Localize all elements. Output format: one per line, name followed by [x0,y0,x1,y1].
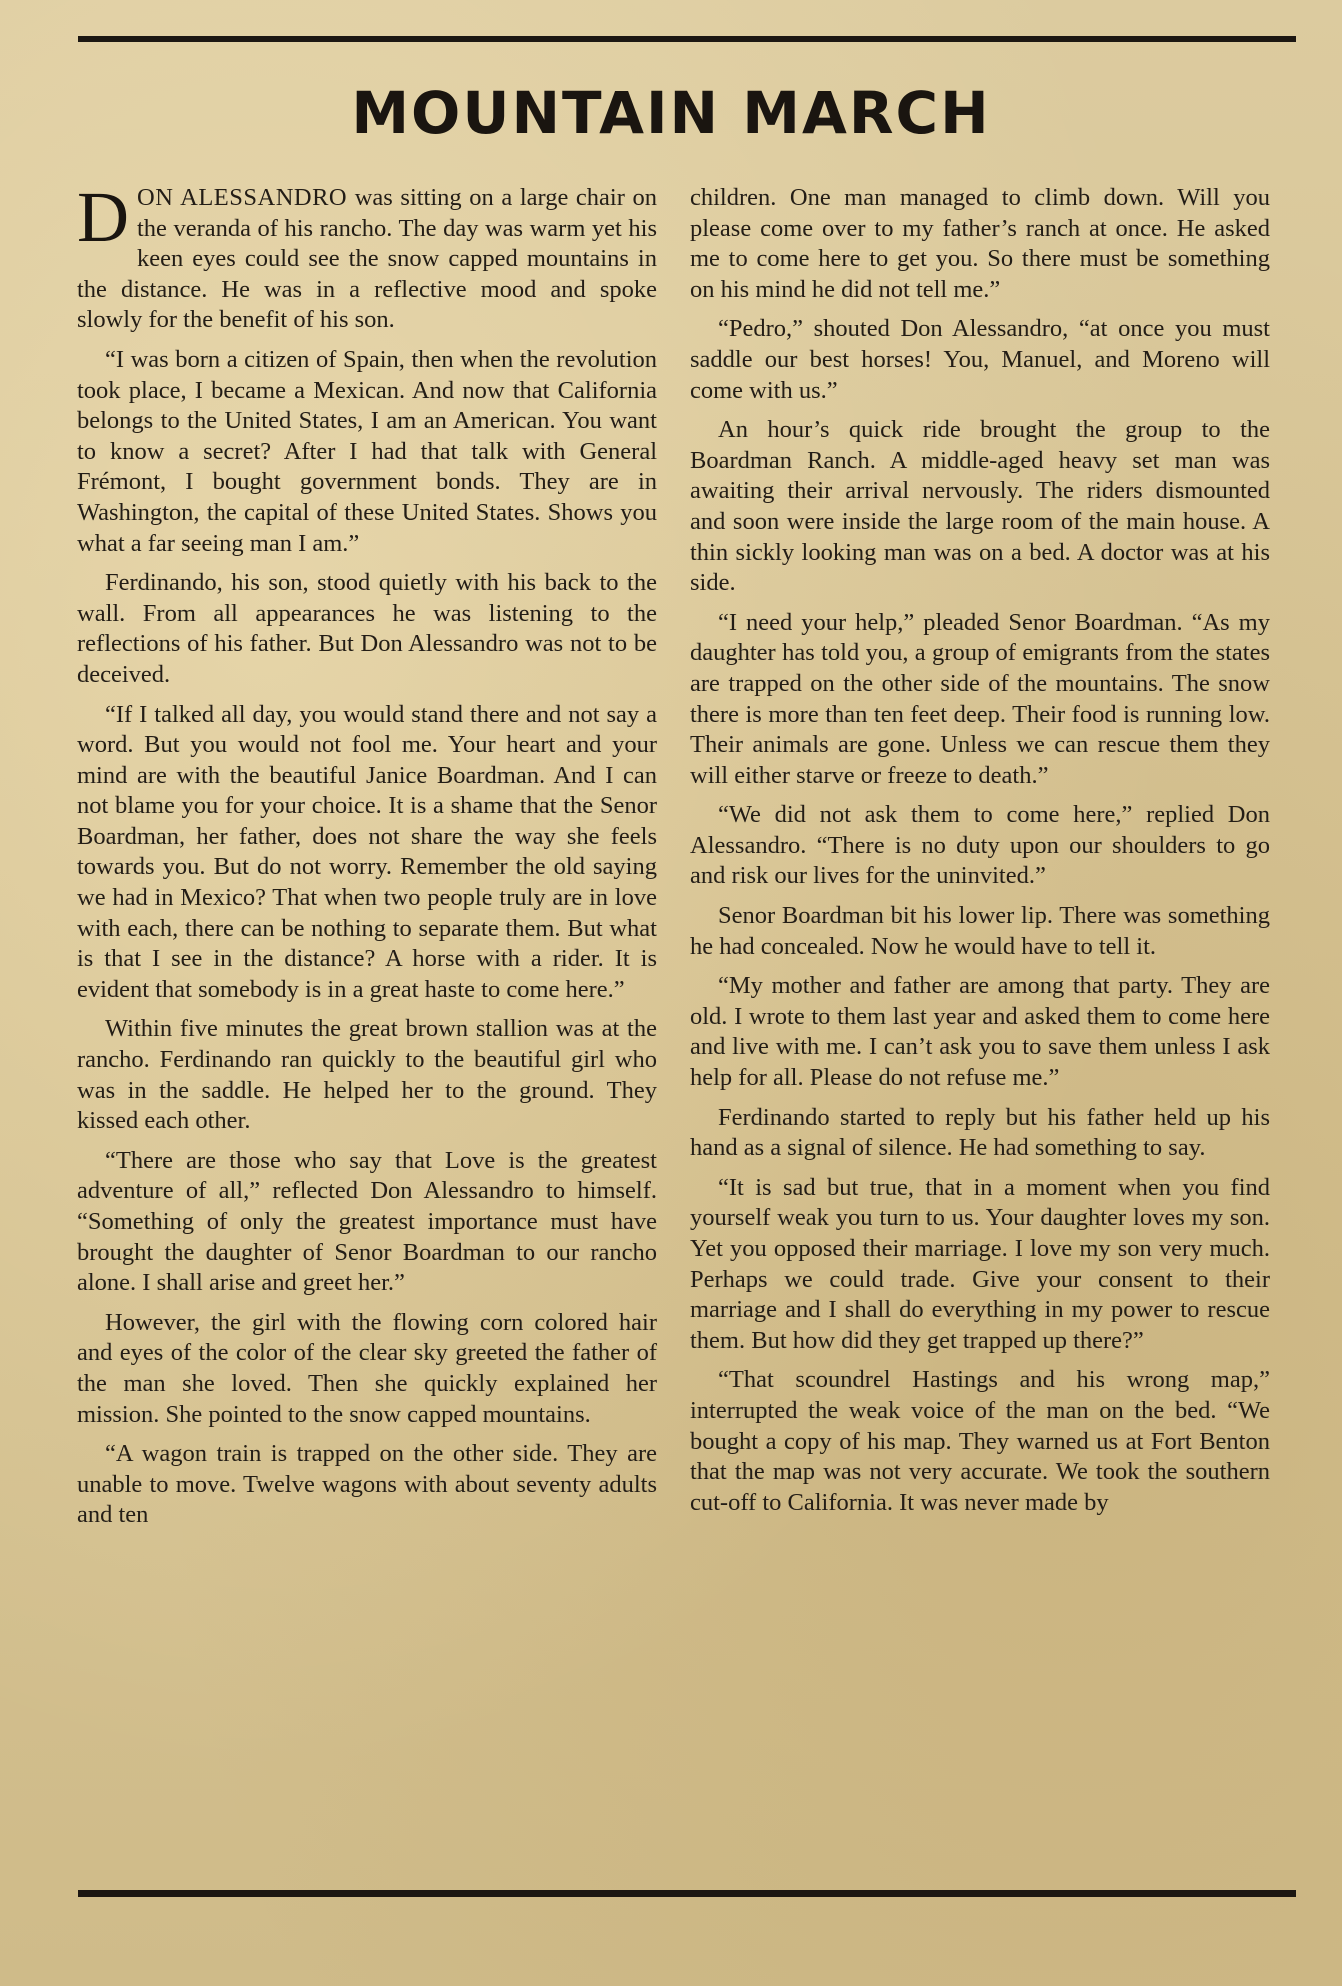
paragraph: Ferdinando, his son, stood quietly with his back to the wall. From all appearances he was listening to the reflections of his father. But Don Alessandro was not to be deceived. [77,569,657,688]
paragraph: However, the girl with the flowing corn colored hair and eyes of the color of the clear sky greeted the father of the man she loved. Then she quickly explained her mission. She pointed to the snow capped mountains. [77,1308,657,1428]
paragraph: “My mother and father are among that party. They are old. I wrote to them last year and asked them to come here and live with me. I can’t ask you to save them unless I ask help for all. Please do not refuse me.” [690,972,1270,1092]
paragraph: Senor Boardman bit his lower lip. There was something he had concealed. Now he would have to tell it. [690,902,1270,960]
paragraph: An hour’s quick ride brought the group to the Boardman Ranch. A middle-aged heavy set man was awaiting their arrival nervously. The riders dismounted and soon were inside the large room of the main house. A thin sickly looking man was on a bed. A doctor was at his side. [690,416,1270,597]
opening-small-caps: ON ALESSANDRO [137,184,348,211]
continued-paragraph: children. One man managed to climb down. Will you please come over to my father’s ranch at once. He asked me to come here to get you. So there must be something on his mind he did not tell me.” [690,184,1270,303]
paragraph: “A wagon train is trapped on the other side. They are unable to move. Twelve wagons with about seventy adults and ten [77,1440,657,1529]
paragraph: “There are those who say that Love is the greatest adventure of all,” reflected Don Alessandro to himself. “Something of only the greatest importance must have brought the daughter of Senor Boardman to our rancho alone. I shall arise and greet her.” [77,1146,657,1297]
paragraph: “If I talked all day, you would stand there and not say a word. But you would not fool me. Your heart and your mind are with the beautiful Janice Boardman. And I can not blame you for your choice. It is a shame that the Senor Boardman, her father, does not share the way she feels towards you. But do not worry. Remember the old saying we had in Mexico? That when two people truly are in love with each, there can be nothing to separate them. But what is that I see in the distance? A horse with a rider. It is evident that somebody is in a great haste to come here.” [77,700,657,1003]
paragraph: “We did not ask them to come here,” replied Don Alessandro. “There is no duty upon our shoulders to go and risk our lives for the uninvited.” [690,801,1270,890]
paragraph: “I was born a citizen of Spain, then when the revolution took place, I became a Mexican. And now that California belongs to the United States, I am an American. You want to know a secret? After I had that talk with General Frémont, I bought government bonds. They are in Washington, the capital of these United States. Shows you what a far seeing man I am.” [77,345,657,557]
paragraph: Ferdinando started to reply but his father held up his hand as a signal of silence. He had something to say. [690,1103,1270,1162]
story-title: MOUNTAIN MARCH [351,79,991,147]
bottom-rule [78,1890,1296,1897]
top-rule [78,36,1296,42]
paragraph: “That scoundrel Hastings and his wrong map,” interrupted the weak voice of the man on the bed. “We bought a copy of his map. They warned us at Fort Benton that the map was not very accurate. We took the southern cut-off to California. It was never made by [690,1366,1270,1516]
paragraph: “I need your help,” pleaded Senor Boardman. “As my daughter has told you, a group of emigrants from the states are trapped on the other side of the mountains. The snow there is more than ten feet deep. Their food is running low. Their animals are gone. Unless we can rescue them they will either starve or freeze to death.” [690,608,1270,789]
drop-cap: D [77,177,129,257]
paragraph: Within five minutes the great brown stallion was at the rancho. Ferdinando ran quickly to the beautiful girl who was in the saddle. He helped her to the ground. They kissed each other. [77,1015,657,1135]
opening-paragraph [77,177,657,336]
left-column [77,177,657,1540]
right-column [690,183,1270,1527]
paragraph: “Pedro,” shouted Don Alessandro, “at once you must saddle our best horses! You, Manuel, and Moreno will come with us.” [690,315,1270,404]
opening-text: was sitting on a large chair on the veranda of his rancho. The day was warm yet his keen eyes could see the snow capped mountains in the distance. He was in a reflective mood and spoke slowly for the benefit of his son. [77,184,657,334]
paragraph: “It is sad but true, that in a moment when you find yourself weak you turn to us. Your daughter loves my son. Yet you opposed their marriage. I love my son very much. Perhaps we could trade. Give your consent to their marriage and I shall do everything in my power to rescue them. But how did they get trapped up there?” [690,1173,1270,1354]
